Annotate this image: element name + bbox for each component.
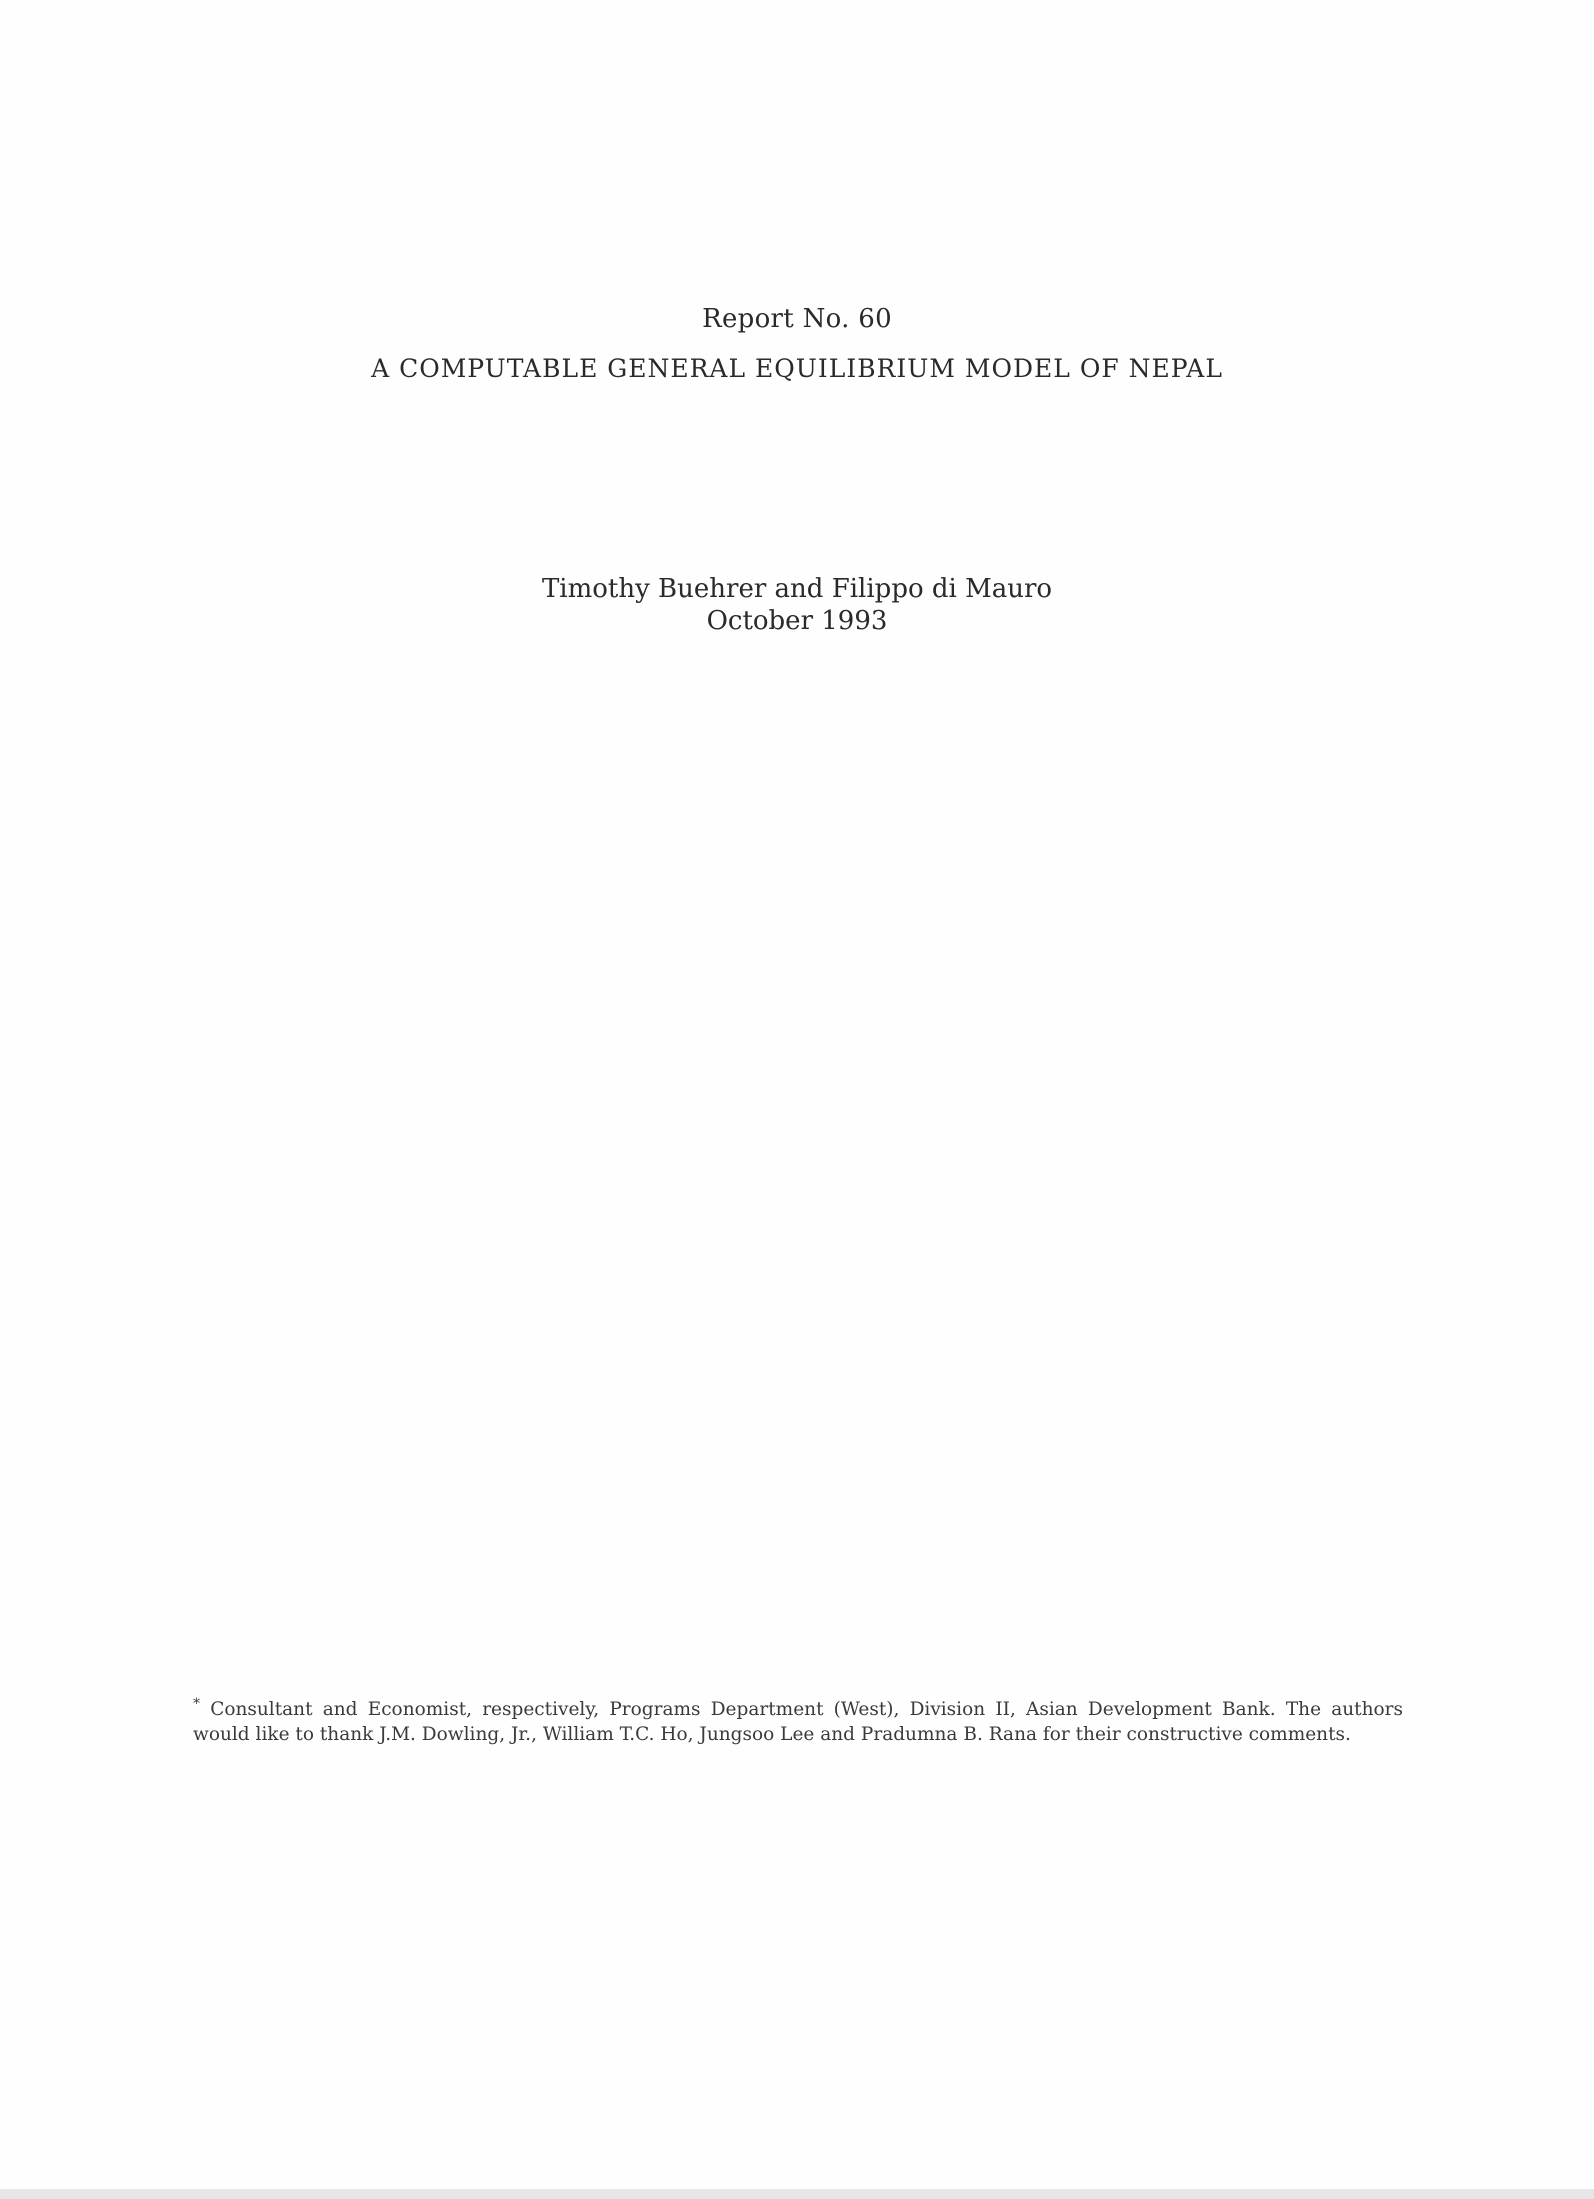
- footnote-text: Consultant and Economist, respectively, Programs Department (West), Division II, Asian Development Bank. The authors would like to thank J.M. Dowling, Jr., William T.C. Ho, Jungsoo Lee and Pradumna B. Rana for their constructive comments.: [193, 1699, 1403, 1745]
- footnote-marker: *: [193, 1695, 200, 1712]
- footnote: [193, 1697, 1403, 1747]
- page-bottom-edge: [0, 2189, 1594, 2199]
- publication-date: October 1993: [706, 606, 888, 636]
- report-title: A COMPUTABLE GENERAL EQUILIBRIUM MODEL OF NEPAL: [371, 354, 1223, 383]
- report-number: Report No. 60: [702, 304, 892, 334]
- author-block: [0, 573, 1594, 637]
- author-names: Timothy Buehrer and Filippo di Mauro: [541, 574, 1053, 604]
